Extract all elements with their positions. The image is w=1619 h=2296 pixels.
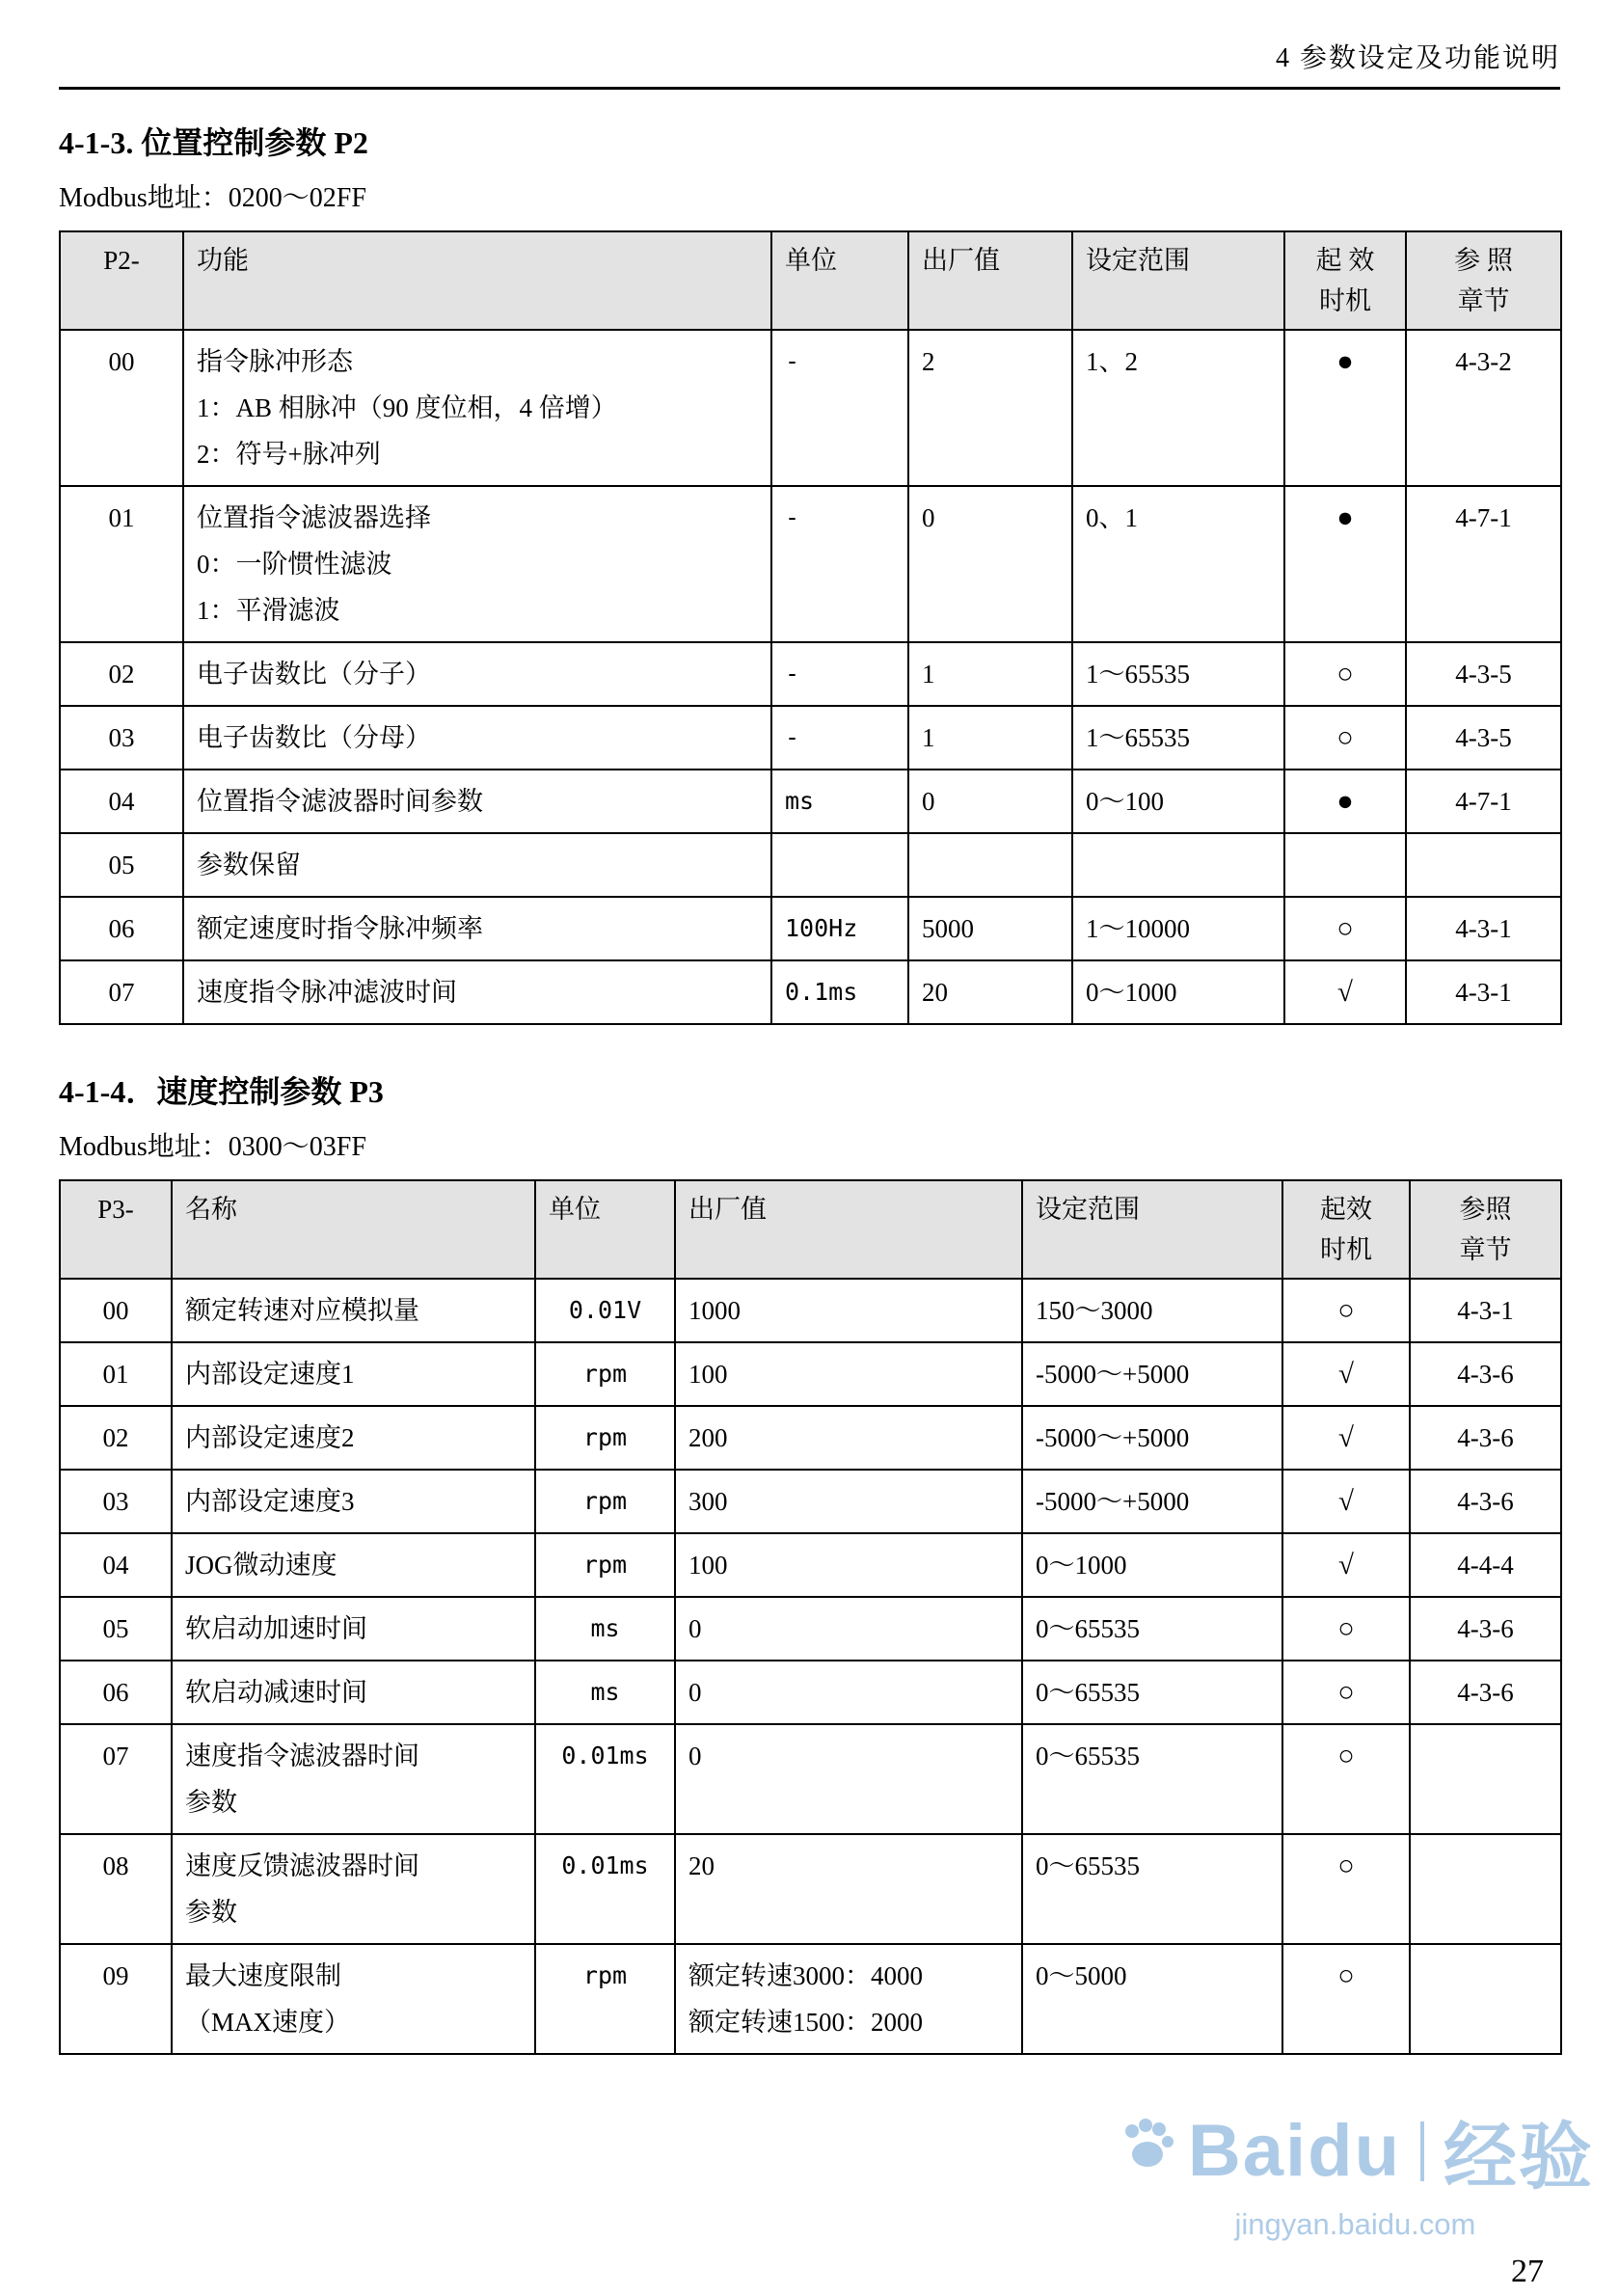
cell-range: -5000～+5000 bbox=[1022, 1406, 1282, 1470]
table-row bbox=[60, 1834, 1561, 1944]
baidu-watermark bbox=[1117, 2098, 1594, 2242]
cell-unit: rpm bbox=[535, 1406, 675, 1470]
cell-effect: √ bbox=[1282, 1533, 1410, 1597]
cell-id: 04 bbox=[60, 770, 183, 833]
cell-id: 01 bbox=[60, 486, 183, 642]
table-header-row bbox=[60, 1180, 1561, 1279]
cell-range: 0～5000 bbox=[1022, 1944, 1282, 2054]
column-header: 起效 时机 bbox=[1282, 1180, 1410, 1279]
cell-unit: rpm bbox=[535, 1533, 675, 1597]
watermark-brand-row bbox=[1117, 2098, 1594, 2203]
column-header: P3- bbox=[60, 1180, 172, 1279]
watermark-url: jingyan.baidu.com bbox=[1234, 2207, 1476, 2241]
cell-unit: ms bbox=[771, 770, 908, 833]
table-row bbox=[60, 833, 1561, 897]
column-header: 参 照 章节 bbox=[1406, 231, 1561, 330]
table-row bbox=[60, 486, 1561, 642]
cell-id: 04 bbox=[60, 1533, 172, 1597]
cell-ref: 4-7-1 bbox=[1406, 486, 1561, 642]
cell-def: 1000 bbox=[675, 1279, 1022, 1342]
cell-unit: 0.01ms bbox=[535, 1834, 675, 1944]
cell-func: 内部设定速度2 bbox=[172, 1406, 535, 1470]
cell-def: 1 bbox=[908, 642, 1072, 706]
cell-ref: 4-3-6 bbox=[1410, 1470, 1561, 1533]
cell-unit: rpm bbox=[535, 1470, 675, 1533]
column-header: 名称 bbox=[172, 1180, 535, 1279]
column-header: 出厂值 bbox=[675, 1180, 1022, 1279]
watermark-brand-suffix: 经验 bbox=[1444, 2117, 1594, 2199]
cell-func: 电子齿数比（分母） bbox=[183, 706, 771, 770]
table-row bbox=[60, 897, 1561, 960]
cell-range: 0～65535 bbox=[1022, 1724, 1282, 1834]
cell-unit: 100Hz bbox=[771, 897, 908, 960]
cell-func: 参数保留 bbox=[183, 833, 771, 897]
cell-effect bbox=[1284, 833, 1406, 897]
cell-id: 08 bbox=[60, 1834, 172, 1944]
cell-effect: ○ bbox=[1284, 897, 1406, 960]
cell-id: 03 bbox=[60, 706, 183, 770]
cell-func: 位置指令滤波器选择 0：一阶惯性滤波 1：平滑滤波 bbox=[183, 486, 771, 642]
cell-ref: 4-3-6 bbox=[1410, 1406, 1561, 1470]
cell-range: 1～65535 bbox=[1072, 642, 1284, 706]
cell-ref: 4-3-2 bbox=[1406, 330, 1561, 486]
cell-func: 内部设定速度1 bbox=[172, 1342, 535, 1406]
cell-func: 速度指令滤波器时间 参数 bbox=[172, 1724, 535, 1834]
cell-ref: 4-3-1 bbox=[1410, 1279, 1561, 1342]
cell-unit: ms bbox=[535, 1597, 675, 1661]
cell-def: 200 bbox=[675, 1406, 1022, 1470]
cell-ref: 4-3-6 bbox=[1410, 1342, 1561, 1406]
section-p3 bbox=[59, 1067, 1560, 2055]
cell-def: 20 bbox=[908, 960, 1072, 1024]
cell-range: 0～65535 bbox=[1022, 1597, 1282, 1661]
cell-func: 速度反馈滤波器时间 参数 bbox=[172, 1834, 535, 1944]
cell-func: 最大速度限制 （MAX速度） bbox=[172, 1944, 535, 2054]
cell-range: 0～100 bbox=[1072, 770, 1284, 833]
cell-func: 指令脉冲形态 1：AB 相脉冲（90 度位相，4 倍增） 2：符号+脉冲列 bbox=[183, 330, 771, 486]
cell-id: 05 bbox=[60, 1597, 172, 1661]
cell-effect: ● bbox=[1284, 486, 1406, 642]
cell-func: 额定速度时指令脉冲频率 bbox=[183, 897, 771, 960]
cell-func: 额定转速对应模拟量 bbox=[172, 1279, 535, 1342]
cell-range: -5000～+5000 bbox=[1022, 1470, 1282, 1533]
cell-def: 100 bbox=[675, 1342, 1022, 1406]
table-row bbox=[60, 770, 1561, 833]
cell-ref bbox=[1410, 1834, 1561, 1944]
cell-ref: 4-4-4 bbox=[1410, 1533, 1561, 1597]
cell-effect: ○ bbox=[1282, 1944, 1410, 2054]
cell-unit: 0.01ms bbox=[535, 1724, 675, 1834]
table-row bbox=[60, 1597, 1561, 1661]
cell-def: 额定转速3000：4000 额定转速1500：2000 bbox=[675, 1944, 1022, 2054]
cell-id: 06 bbox=[60, 1661, 172, 1724]
running-header: 4 参数设定及功能说明 bbox=[59, 37, 1560, 90]
cell-def: 1 bbox=[908, 706, 1072, 770]
cell-ref bbox=[1410, 1944, 1561, 2054]
cell-effect: ○ bbox=[1282, 1597, 1410, 1661]
cell-effect: √ bbox=[1282, 1406, 1410, 1470]
cell-range: 1～10000 bbox=[1072, 897, 1284, 960]
cell-id: 09 bbox=[60, 1944, 172, 2054]
cell-effect: ○ bbox=[1282, 1834, 1410, 1944]
cell-effect: ○ bbox=[1284, 642, 1406, 706]
cell-func: 软启动减速时间 bbox=[172, 1661, 535, 1724]
cell-func: 速度指令脉冲滤波时间 bbox=[183, 960, 771, 1024]
cell-id: 05 bbox=[60, 833, 183, 897]
table-row bbox=[60, 1661, 1561, 1724]
column-header: 功能 bbox=[183, 231, 771, 330]
table-row bbox=[60, 642, 1561, 706]
cell-unit: 0.01V bbox=[535, 1279, 675, 1342]
cell-def: 0 bbox=[675, 1661, 1022, 1724]
cell-func: 电子齿数比（分子） bbox=[183, 642, 771, 706]
cell-def: 300 bbox=[675, 1470, 1022, 1533]
section-p2 bbox=[59, 119, 1560, 1025]
cell-unit: rpm bbox=[535, 1944, 675, 2054]
cell-def: 0 bbox=[675, 1597, 1022, 1661]
watermark-brand: Baidu bbox=[1187, 2110, 1401, 2192]
table-row bbox=[60, 706, 1561, 770]
cell-id: 07 bbox=[60, 1724, 172, 1834]
cell-range: -5000～+5000 bbox=[1022, 1342, 1282, 1406]
cell-unit: ms bbox=[535, 1661, 675, 1724]
cell-def: 0 bbox=[908, 486, 1072, 642]
cell-range: 1、2 bbox=[1072, 330, 1284, 486]
cell-func: 软启动加速时间 bbox=[172, 1597, 535, 1661]
cell-range: 0～65535 bbox=[1022, 1834, 1282, 1944]
cell-effect: ○ bbox=[1282, 1724, 1410, 1834]
column-header: 设定范围 bbox=[1022, 1180, 1282, 1279]
column-header: 设定范围 bbox=[1072, 231, 1284, 330]
cell-unit: - bbox=[771, 706, 908, 770]
modbus-address-p3: Modbus地址：0300～03FF bbox=[59, 1132, 366, 1162]
cell-ref: 4-3-6 bbox=[1410, 1597, 1561, 1661]
cell-id: 03 bbox=[60, 1470, 172, 1533]
table-header-row bbox=[60, 231, 1561, 330]
cell-func: 内部设定速度3 bbox=[172, 1470, 535, 1533]
cell-func: 位置指令滤波器时间参数 bbox=[183, 770, 771, 833]
cell-def: 100 bbox=[675, 1533, 1022, 1597]
cell-effect: √ bbox=[1284, 960, 1406, 1024]
cell-effect: √ bbox=[1282, 1470, 1410, 1533]
cell-range: 0、1 bbox=[1072, 486, 1284, 642]
modbus-address-p2: Modbus地址：0200～02FF bbox=[59, 183, 366, 213]
cell-ref: 4-3-1 bbox=[1406, 897, 1561, 960]
parameter-table-p2 bbox=[59, 230, 1562, 1025]
cell-range bbox=[1072, 833, 1284, 897]
cell-ref: 4-3-5 bbox=[1406, 642, 1561, 706]
cell-range: 0～1000 bbox=[1072, 960, 1284, 1024]
cell-range: 0～65535 bbox=[1022, 1661, 1282, 1724]
table-row bbox=[60, 1724, 1561, 1834]
column-header: 起 效 时机 bbox=[1284, 231, 1406, 330]
cell-unit: rpm bbox=[535, 1342, 675, 1406]
cell-ref: 4-3-1 bbox=[1406, 960, 1561, 1024]
cell-unit: 0.1ms bbox=[771, 960, 908, 1024]
page-number: 27 bbox=[1511, 2254, 1544, 2289]
table-row bbox=[60, 1342, 1561, 1406]
cell-id: 00 bbox=[60, 330, 183, 486]
cell-effect: ○ bbox=[1284, 706, 1406, 770]
column-header: P2- bbox=[60, 231, 183, 330]
cell-range: 150～3000 bbox=[1022, 1279, 1282, 1342]
section-title-p2: 4-1-3. 位置控制参数 P2 bbox=[59, 125, 368, 160]
table-row bbox=[60, 960, 1561, 1024]
column-header: 单位 bbox=[771, 231, 908, 330]
cell-effect: ○ bbox=[1282, 1279, 1410, 1342]
cell-id: 07 bbox=[60, 960, 183, 1024]
cell-ref: 4-7-1 bbox=[1406, 770, 1561, 833]
section-title-p3: 4-1-4．速度控制参数 P3 bbox=[59, 1074, 384, 1109]
table-row bbox=[60, 1533, 1561, 1597]
cell-unit: - bbox=[771, 642, 908, 706]
cell-effect: ● bbox=[1284, 330, 1406, 486]
cell-ref bbox=[1410, 1724, 1561, 1834]
cell-id: 02 bbox=[60, 642, 183, 706]
table-row bbox=[60, 1470, 1561, 1533]
cell-ref bbox=[1406, 833, 1561, 897]
cell-range: 1～65535 bbox=[1072, 706, 1284, 770]
column-header: 参照 章节 bbox=[1410, 1180, 1561, 1279]
cell-effect: √ bbox=[1282, 1342, 1410, 1406]
cell-id: 06 bbox=[60, 897, 183, 960]
cell-id: 02 bbox=[60, 1406, 172, 1470]
column-header: 出厂值 bbox=[908, 231, 1072, 330]
cell-id: 01 bbox=[60, 1342, 172, 1406]
cell-ref: 4-3-5 bbox=[1406, 706, 1561, 770]
table-row bbox=[60, 1406, 1561, 1470]
watermark-divider bbox=[1420, 2121, 1424, 2181]
table-row bbox=[60, 330, 1561, 486]
cell-def bbox=[908, 833, 1072, 897]
cell-def: 5000 bbox=[908, 897, 1072, 960]
cell-unit bbox=[771, 833, 908, 897]
parameter-table-p3 bbox=[59, 1179, 1562, 2055]
cell-def: 2 bbox=[908, 330, 1072, 486]
cell-func: JOG微动速度 bbox=[172, 1533, 535, 1597]
cell-unit: - bbox=[771, 330, 908, 486]
column-header: 单位 bbox=[535, 1180, 675, 1279]
cell-def: 20 bbox=[675, 1834, 1022, 1944]
cell-effect: ● bbox=[1284, 770, 1406, 833]
table-row bbox=[60, 1279, 1561, 1342]
cell-id: 00 bbox=[60, 1279, 172, 1342]
cell-range: 0～1000 bbox=[1022, 1533, 1282, 1597]
cell-unit: - bbox=[771, 486, 908, 642]
cell-effect: ○ bbox=[1282, 1661, 1410, 1724]
cell-def: 0 bbox=[675, 1724, 1022, 1834]
cell-def: 0 bbox=[908, 770, 1072, 833]
cell-ref: 4-3-6 bbox=[1410, 1661, 1561, 1724]
paw-icon bbox=[1117, 2114, 1178, 2175]
table-row bbox=[60, 1944, 1561, 2054]
